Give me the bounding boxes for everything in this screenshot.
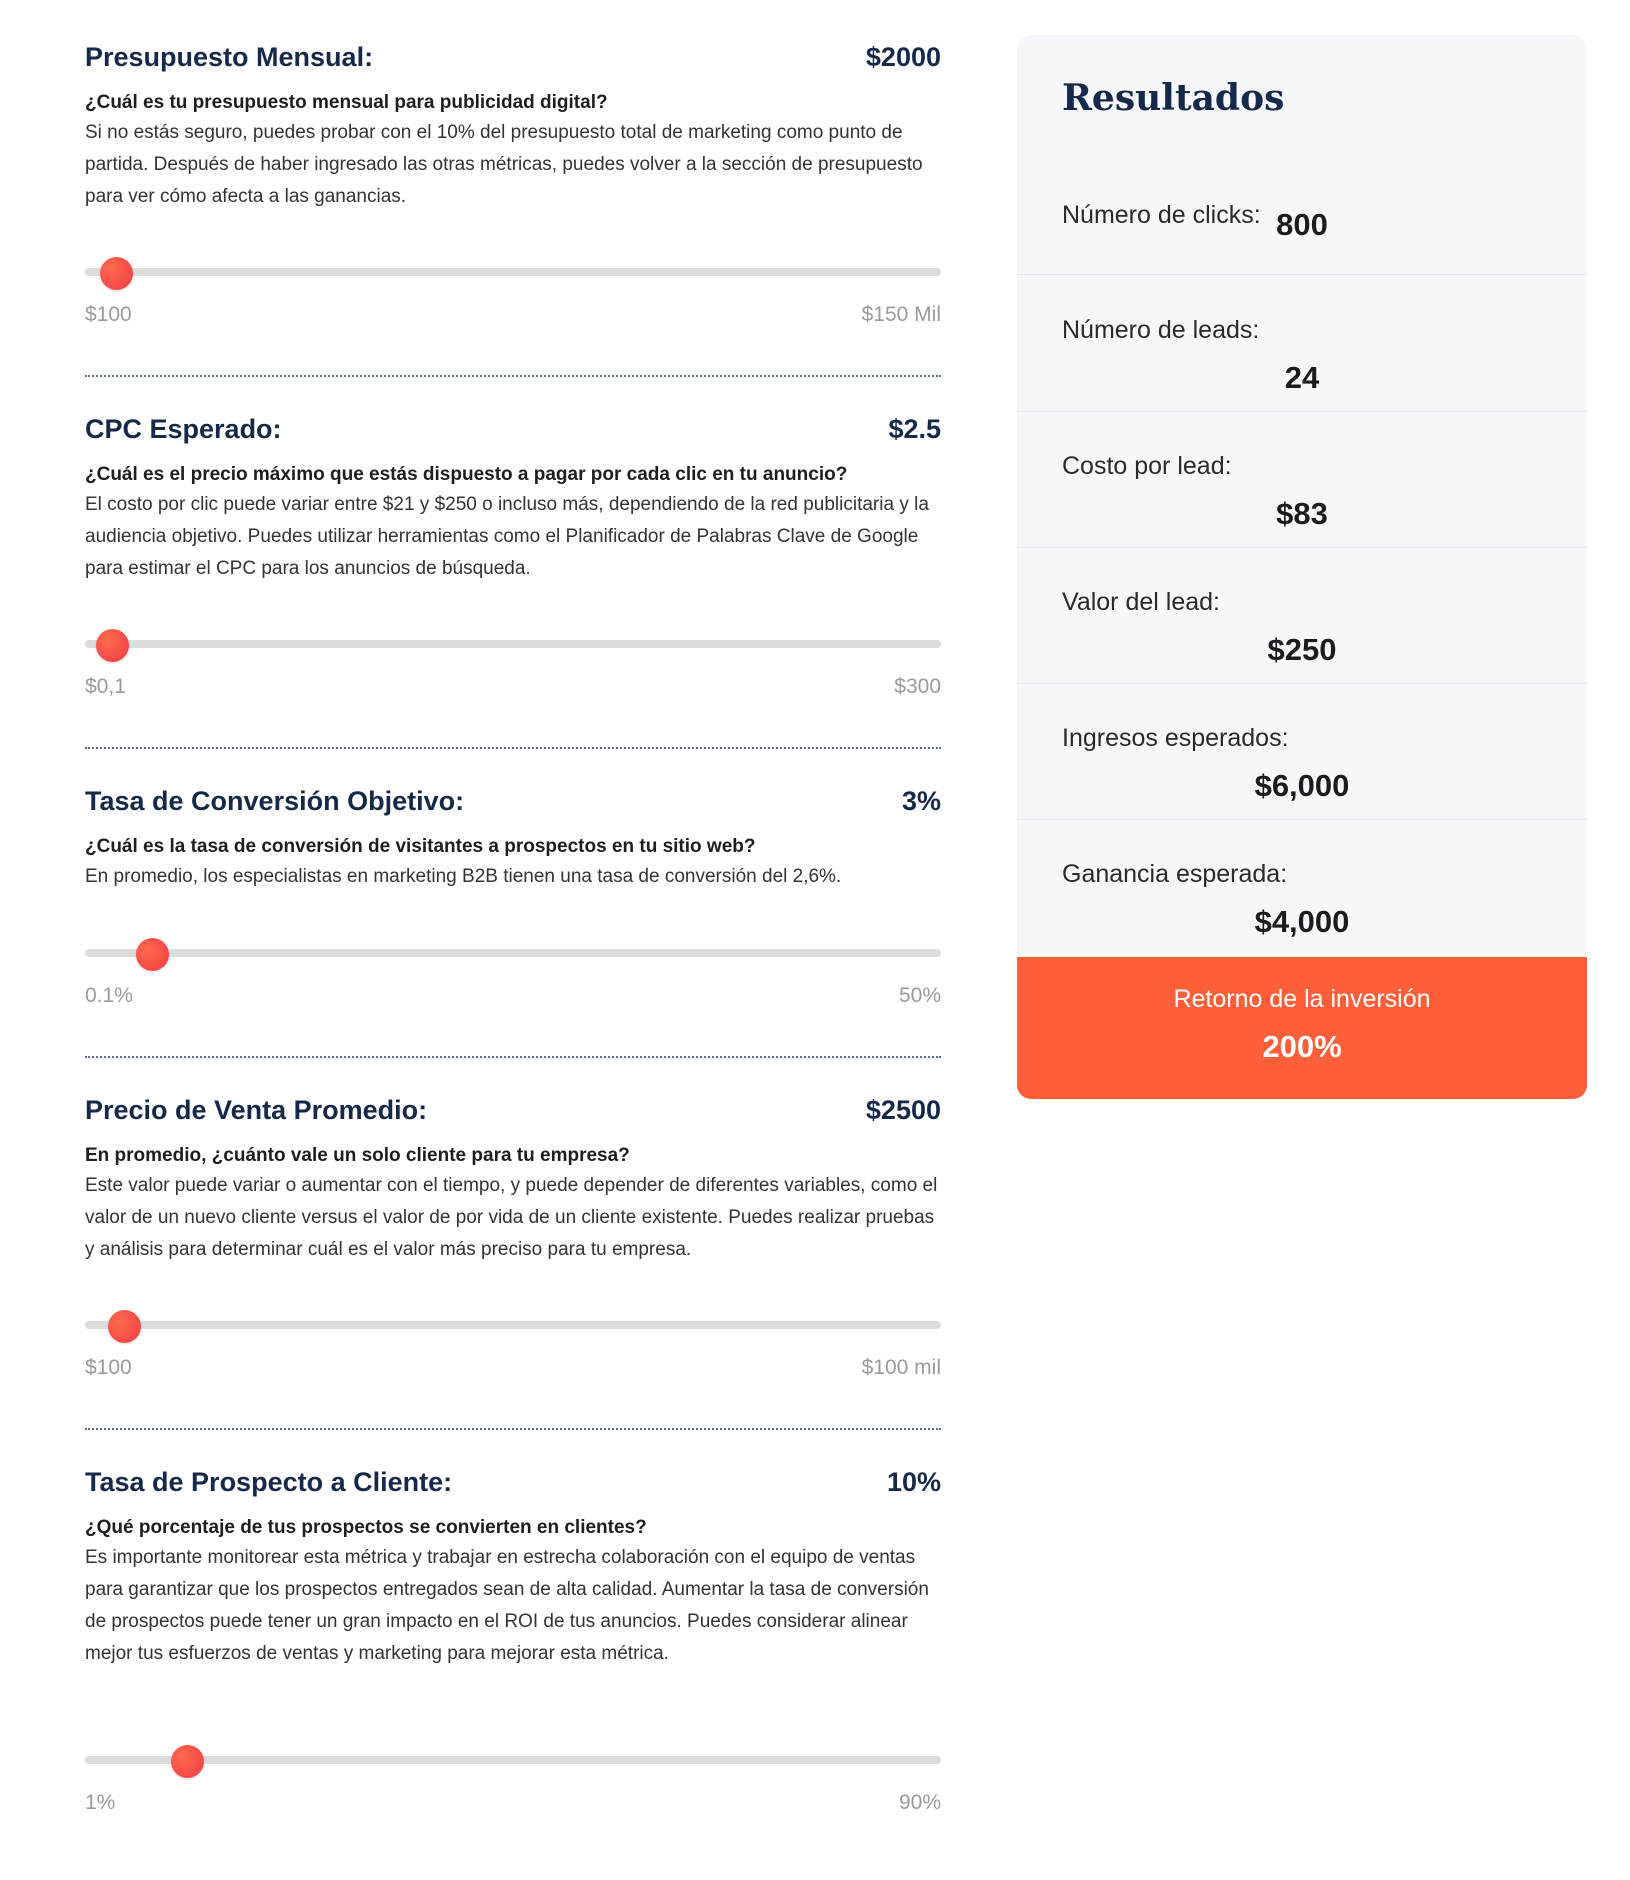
sale-price-slider-track[interactable] [85,1321,941,1329]
cpc-section [85,412,941,585]
budget-min-label: $100 [85,303,132,326]
cpc-range [85,675,941,699]
revenue-label: Ingresos esperados: [1062,724,1289,752]
lead-value-label: Valor del lead: [1062,588,1220,616]
budget-title: Presupuesto Mensual: [85,41,374,72]
lead-to-client-description: Es importante monitorear esta métrica y trabajar en estrecha colaboración con el equipo de ventas para garantizar que los prospectos entregados sean de alta calidad. Aumentar la tasa de conversión de prospectos puede tener un gran impacto en el ROI de tus anuncios. Puedes considerar alinear mejor tus esfuerzos de ventas y marketing para mejorar esta métrica. [85,1547,929,1664]
budget-description: Si no estás seguro, puedes probar con el 10% del presupuesto total de marketing como punto de partida. Después de haber ingresado las otras métricas, puedes volver a la sección de presupuesto para ver cómo afecta a las ganancias. [85,122,923,207]
cpc-title: CPC Esperado: [85,413,282,444]
clicks-value: 800 [1276,207,1328,242]
cpc-value: $2.5 [888,413,941,444]
lead-value-row [1017,548,1587,684]
cpc-slider[interactable] [85,629,941,659]
sale-price-description: Este valor puede variar o aumentar con el tiempo, y puede depender de diferentes variables, como el valor de un nuevo cliente versus el valor de por vida de un cliente existente. Puedes realizar pruebas y análisis para determinar cuál es el valor más preciso para tu empresa. [85,1175,938,1260]
sale-price-min-label: $100 [85,1356,132,1379]
conversion-slider-track[interactable] [85,949,941,957]
budget-question: ¿Cuál es tu presupuesto mensual para publicidad digital? [85,92,608,113]
conversion-max-label: 50% [898,984,941,1007]
leads-value: 24 [1284,360,1320,395]
lead-to-client-section [85,1465,941,1670]
leads-row [1017,276,1587,412]
results-title: Resultados [1062,77,1285,119]
lead-to-client-slider-thumb[interactable] [171,1745,204,1778]
results-panel [1017,35,1587,1099]
cpl-value: $83 [1276,496,1328,531]
lead-value-value: $250 [1267,632,1337,667]
revenue-value: $6,000 [1254,768,1350,803]
leads-label: Número de leads: [1062,316,1260,344]
lead-to-client-range [85,1791,941,1815]
cpc-question: ¿Cuál es el precio máximo que estás dispuesto a pagar por cada clic en tu anuncio? [85,464,848,485]
divider [85,1428,941,1430]
cpc-slider-track[interactable] [85,640,941,648]
sale-price-range [85,1356,941,1380]
sale-price-question: En promedio, ¿cuánto vale un solo cliente para tu empresa? [85,1145,630,1166]
conversion-min-label: 0.1% [85,984,133,1007]
cpc-max-label: $300 [894,675,941,698]
conversion-description: En promedio, los especialistas en marketing B2B tienen una tasa de conversión del 2,6%. [85,866,842,887]
conversion-section [85,784,941,893]
conversion-slider-thumb[interactable] [136,938,169,971]
profit-row [1017,820,1587,956]
lead-to-client-min-label: 1% [85,1791,116,1814]
conversion-question: ¿Cuál es la tasa de conversión de visitantes a prospectos en tu sitio web? [85,836,756,857]
budget-slider-thumb[interactable] [100,257,133,290]
conversion-slider[interactable] [85,938,941,968]
roi-value: 200% [1262,1029,1342,1064]
revenue-row [1017,684,1587,820]
lead-to-client-title: Tasa de Prospecto a Cliente: [85,1466,453,1497]
sale-price-section [85,1093,941,1266]
sale-price-slider[interactable] [85,1310,941,1340]
budget-slider[interactable] [85,257,941,287]
profit-label: Ganancia esperada: [1062,860,1288,888]
cpl-row [1017,412,1587,548]
roi-box [1017,957,1587,1099]
conversion-range [85,984,941,1008]
budget-value: $2000 [865,41,941,72]
budget-max-label: $150 Mil [861,303,941,326]
sale-price-title: Precio de Venta Promedio: [85,1094,428,1125]
clicks-label: Número de clicks: [1062,201,1261,229]
budget-range [85,303,941,327]
sale-price-value: $2500 [865,1094,941,1125]
profit-value: $4,000 [1254,904,1350,939]
lead-to-client-max-label: 90% [898,1791,941,1814]
lead-to-client-slider-track[interactable] [85,1756,941,1764]
budget-section [85,40,941,213]
cpc-description: El costo por clic puede variar entre $21 y $250 o incluso más, dependiendo de la red publicitaria y la audiencia objetivo. Puedes utilizar herramientas como el Planificador de Palabras Clave de Google para estimar el CPC para los anuncios de búsqueda. [85,494,929,579]
sale-price-max-label: $100 mil [861,1356,941,1379]
cpc-slider-thumb[interactable] [96,629,129,662]
roi-label: Retorno de la inversión [1173,985,1431,1013]
divider [85,747,941,749]
cpc-min-label: $0,1 [85,675,126,698]
divider [85,375,941,377]
cpl-label: Costo por lead: [1062,452,1232,480]
lead-to-client-question: ¿Qué porcentaje de tus prospectos se convierten en clientes? [85,1517,647,1538]
sale-price-slider-thumb[interactable] [108,1310,141,1343]
conversion-title: Tasa de Conversión Objetivo: [85,785,465,816]
budget-slider-track[interactable] [85,268,941,276]
lead-to-client-slider[interactable] [85,1745,941,1775]
lead-to-client-value: 10% [886,1466,941,1497]
conversion-value: 3% [901,785,941,816]
divider [85,1056,941,1058]
